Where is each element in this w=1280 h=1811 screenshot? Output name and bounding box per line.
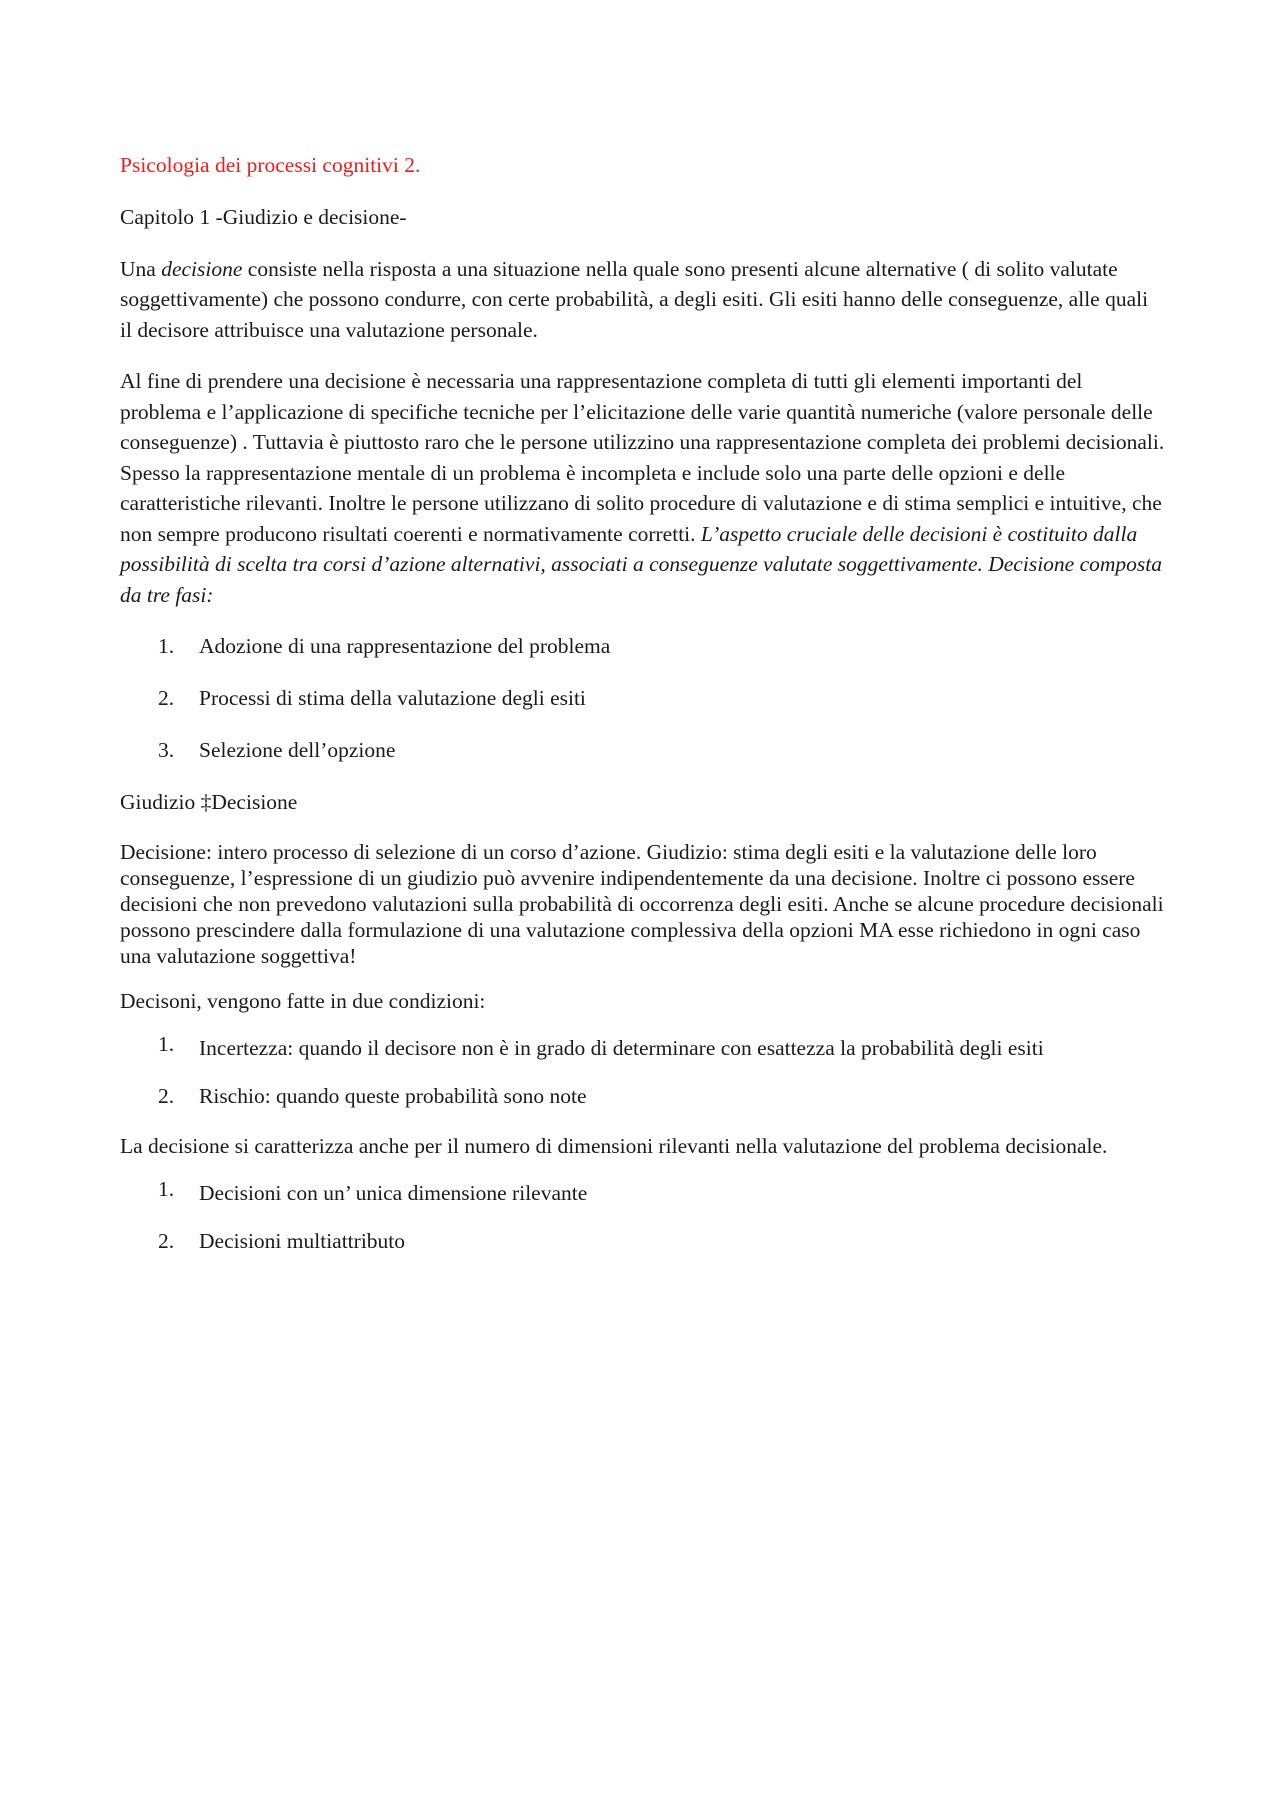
list-text: Incertezza: quando il decisore non è in grado di determinare con esattezza la probabilità degli esiti [199, 1035, 1044, 1060]
list-text: Decisioni multiattributo [199, 1228, 406, 1253]
list-item [120, 683, 1165, 714]
list-item [120, 631, 1165, 662]
list-number: 2. [158, 1228, 175, 1253]
paragraph-decision-definition [120, 254, 1165, 346]
list-text: Selezione dell’opzione [199, 738, 396, 762]
list-item [120, 735, 1165, 766]
emphasized-sentence: L’aspetto cruciale delle decisioni è costituito dalla possibilità di scelta tra corsi d’azione alternativi, associati a conseguenze valutate soggettivamente. Decisione composta da tre fasi: [120, 521, 1162, 607]
paragraph-text: consiste nella risposta a una situazione nella quale sono presenti alcune alternative ( di solito valutate soggettivamente) che possono condurre, con certe probabilità, a degli esiti. Gli esiti hanno delle conseguenze, alle quali il decisore attribuisce una valutazione personale. [120, 256, 1149, 342]
list-number: 2. [158, 686, 175, 710]
paragraph-judgment-vs-decision: Decisione: intero processo di selezione di un corso d’azione. Giudizio: stima degli esiti e la valutazione delle loro conseguenze, l’espressione di un giudizio può avvenire indipendentemente da una decisione. Inoltre ci possono essere decisioni che non prevedono valutazioni sulla probabilità di occorrenza degli esiti. Anche se alcune procedure decisionali possono prescindere dalla formulazione di una valutazione complessiva della opzioni MA esse richiedono in ogni caso una valutazione soggettiva! [120, 839, 1164, 968]
list-number: 3. [158, 738, 175, 762]
list-item [120, 1033, 1165, 1064]
paragraph-dimensions: La decisione si caratterizza anche per il numero di dimensioni rilevanti nella valutazione del problema decisionale. [120, 1133, 1108, 1158]
list-text: Rischio: quando queste probabilità sono note [199, 1083, 587, 1108]
judgment-decision-line: Giudizio ‡Decisione [120, 790, 298, 814]
list-item [120, 1178, 1165, 1209]
chapter-heading: Capitolo 1 -Giudizio e decisione- [120, 205, 407, 229]
list-item [120, 1081, 1165, 1112]
list-number: 1. [158, 1176, 175, 1201]
list-number: 2. [158, 1083, 175, 1108]
conditions-list [120, 1033, 1165, 1112]
phases-list [120, 631, 1165, 766]
list-item [120, 1226, 1165, 1257]
list-number: 1. [158, 1031, 175, 1056]
list-text: Processi di stima della valutazione degli esiti [199, 686, 586, 710]
document-title: Psicologia dei processi cognitivi 2. [120, 153, 421, 177]
document-page [120, 150, 1165, 1278]
paragraph-text: Una [120, 256, 162, 281]
list-number: 1. [158, 634, 175, 658]
list-text: Adozione di una rappresentazione del problema [199, 634, 611, 658]
paragraph-text: Al fine di prendere una decisione è necessaria una rappresentazione completa di tutti gli elementi importanti del problema e l’applicazione di specifiche tecniche per l’elicitazione delle varie quantità numeriche (valore personale delle conseguenze) . Tuttavia è piuttosto raro che le persone utilizzino una rappresentazione completa dei problemi decisionali. Spesso la rappresentazione mentale di un problema è incompleta e include solo una parte delle opzioni e delle caratteristiche rilevanti. Inoltre le persone utilizzano di solito procedure di valutazione e di stima semplici e intuitive, che non sempre producono risultati coerenti e normativamente corretti. [120, 369, 1165, 546]
conditions-intro: Decisoni, vengono fatte in due condizioni: [120, 988, 486, 1013]
emphasized-term: decisione [161, 256, 243, 281]
list-text: Decisioni con un’ unica dimensione rilevante [199, 1180, 588, 1205]
dimensions-list [120, 1178, 1165, 1257]
paragraph-representation [120, 366, 1165, 610]
